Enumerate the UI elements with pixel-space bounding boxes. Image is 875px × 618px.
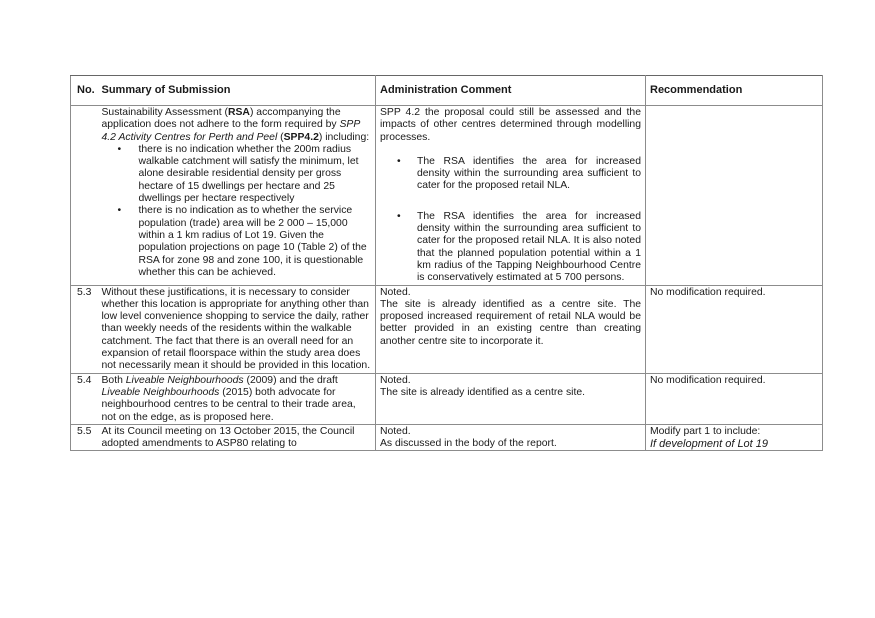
row-number: 5.4 bbox=[71, 373, 98, 424]
row-number: 5.5 bbox=[71, 424, 98, 451]
admin-intro: SPP 4.2 the proposal could still be assessed and the impacts of other centres determined through modelling processes. bbox=[380, 107, 641, 143]
admin-noted: Noted. bbox=[380, 286, 411, 298]
bullet-icon: • bbox=[117, 143, 122, 155]
admin-comment-cell bbox=[376, 285, 646, 373]
table-row bbox=[71, 424, 823, 451]
summary-intro: Sustainability Assessment (RSA) accompanying the application does not adhere to the form required by SPP 4.2 Activity Centres for Perth and Peel (SPP4.2) including: bbox=[101, 107, 370, 143]
bullet-icon: • bbox=[117, 205, 122, 217]
table-row bbox=[71, 285, 823, 373]
table-row bbox=[71, 106, 823, 286]
row-number-empty bbox=[71, 106, 98, 286]
bullet-icon: • bbox=[397, 210, 401, 222]
list-item: • The RSA identifies the area for increased density within the surrounding area sufficient to cater for the proposed retail NLA. It is also noted that the planned population potential within a 1 km radius of the Tapping Neighbourhood Centre is conservatively estimated at 5 700 persons. bbox=[397, 210, 641, 284]
admin-comment-cell bbox=[376, 106, 646, 286]
table-header-row bbox=[71, 76, 823, 106]
recommendation-cell-empty bbox=[646, 106, 823, 286]
list-item: • there is no indication whether the 200m radius walkable catchment will satisfy the minimum, let alone desirable residential density per gross hectare of 15 dwellings per hectare and 25 dwellings per hectare respectively bbox=[117, 143, 359, 205]
row-number: 5.3 bbox=[71, 285, 98, 373]
summary-cell: Both Liveable Neighbourhoods (2009) and the draft Liveable Neighbourhoods (2015) both advocate for neighbourhood centres to be central to their trade area, not on the edge, as is proposed here. bbox=[98, 373, 376, 424]
summary-cell: Without these justifications, it is necessary to consider whether this location is appropriate for anything other than low level convenience shopping to service the daily, rather than weekly needs of the residents within the walkable catchment. The fact that there is an overall need for an expansion of retail floorspace within the study area does not necessarily mean it should be provided in this location. bbox=[98, 285, 376, 373]
admin-noted: Noted. bbox=[380, 425, 411, 437]
recommendation-cell: No modification required. bbox=[646, 373, 823, 424]
recommendation-italic-text: If development of Lot 19 bbox=[650, 438, 769, 451]
summary-cell: At its Council meeting on 13 October 2015, the Council adopted amendments to ASP80 relating to bbox=[98, 424, 376, 451]
admin-text: The site is already identified as a centre site. bbox=[380, 386, 586, 398]
recommendation-cell: No modification required. bbox=[646, 285, 823, 373]
admin-text: The site is already identified as a centre site. The proposed increased requirement of retail NLA would be better provided in an existing centre than creating another centre site to incorporate it. bbox=[380, 298, 641, 347]
bullet-icon: • bbox=[397, 155, 401, 167]
recommendation-cell bbox=[646, 424, 823, 451]
header-recommendation: Recommendation bbox=[646, 76, 823, 106]
list-item: • The RSA identifies the area for increased density within the surrounding area sufficient to cater for the proposed retail NLA. bbox=[397, 155, 641, 192]
list-item: • there is no indication as to whether the service population (trade) area will be 2 000 – 15,000 within a 1 km radius of Lot 19. Given the population projections on page 10 (Table 2) of the RSA for zone 98 and zone 100, it is questionable whether this can be achieved. bbox=[117, 205, 367, 278]
header-admin-comment: Administration Comment bbox=[376, 76, 646, 106]
header-no: No. bbox=[71, 76, 98, 106]
admin-comment-cell bbox=[376, 424, 646, 451]
summary-cell bbox=[98, 106, 376, 286]
admin-text: As discussed in the body of the report. bbox=[380, 438, 557, 450]
summary-bullet-list bbox=[102, 144, 372, 279]
admin-noted: Noted. bbox=[380, 374, 411, 386]
submissions-table bbox=[70, 75, 823, 451]
admin-comment-cell bbox=[376, 373, 646, 424]
header-summary: Summary of Submission bbox=[98, 76, 376, 106]
recommendation-text: Modify part 1 to include: bbox=[650, 425, 761, 437]
table-row bbox=[71, 373, 823, 424]
